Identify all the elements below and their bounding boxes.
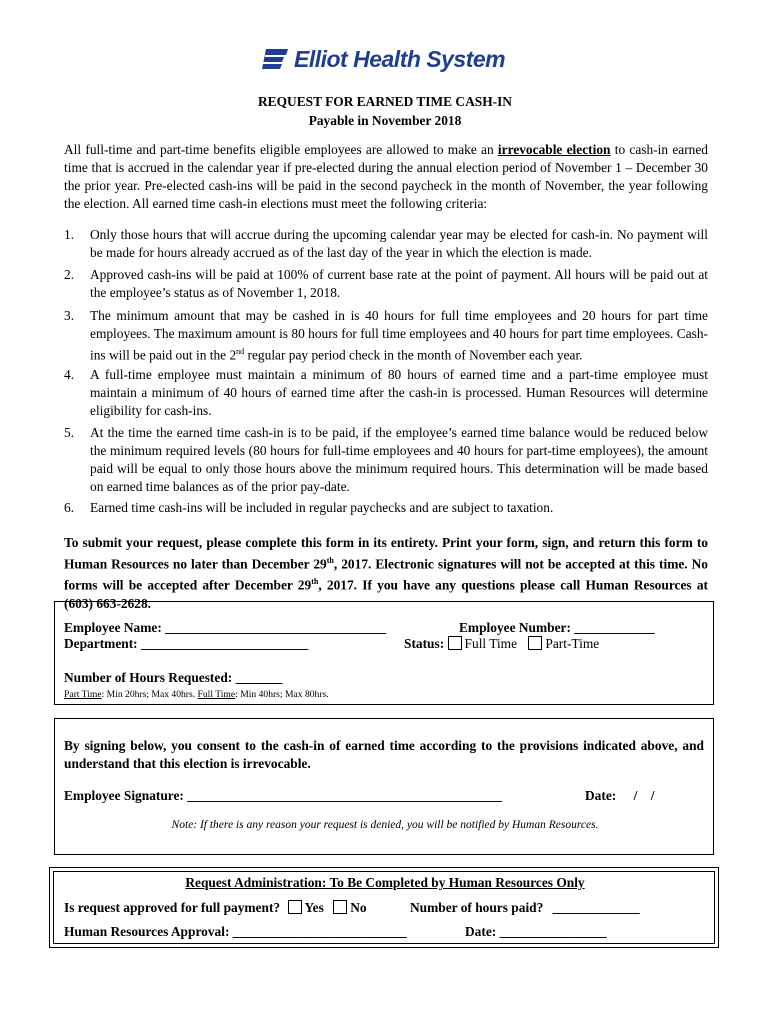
criteria-item: [64, 226, 708, 262]
full-time-checkbox[interactable]: [448, 636, 462, 650]
approval-question: [64, 900, 367, 916]
criteria-item: [64, 499, 708, 517]
intro-text-end: to cash-in earned time that is accrued in the calendar year if pre-elected during the annual election period of November 1 – December 30 the prior year. Pre-elected cash-ins will be paid in the second paycheck in the month of November, the year following the election. All earned time cash-in elections must meet the following criteria:: [64, 142, 708, 211]
logo: [262, 44, 505, 74]
criteria-superscript: nd: [236, 347, 245, 356]
intro-paragraph: [64, 141, 708, 213]
hours-limits-note: [64, 689, 329, 700]
part-time-label: Part-Time: [545, 636, 600, 651]
signature-field: [64, 788, 502, 804]
criteria-item: [64, 424, 708, 496]
approved-yes-checkbox[interactable]: [288, 900, 302, 914]
denial-note: Note: If there is any reason your request is denied, you will be notified by Human Resources.: [171, 819, 599, 831]
submit-superscript: th: [311, 577, 319, 587]
part-time-limit: : Min 20hrs; Max 40hrs.: [101, 689, 198, 700]
logo-text: Elliot Health System: [294, 45, 506, 72]
submit-text-part: , 2017. Electronic signatures will not be accepted at this time. No forms will be accepted after December 29: [64, 556, 708, 593]
page-subtitle: Payable in November 2018: [308, 113, 462, 128]
employee-number-label: Employee Number:: [459, 620, 571, 635]
criteria-text: A full-time employee must maintain a minimum of 80 hours of earned time and a part-time employee must maintain a minimum of 40 hours of earned time after the cash-in is processed. Human Resources will determine eligibility for cash-ins.: [90, 367, 708, 418]
employee-name-label: Employee Name:: [64, 620, 162, 635]
full-time-label: Full Time: [464, 636, 518, 651]
employee-name-field: [64, 620, 386, 636]
hr-date-field: [465, 924, 607, 940]
hr-approval-label: Human Resources Approval:: [64, 924, 230, 939]
intro-text-start: All full-time and part-time benefits eligible employees are allowed to make an: [64, 142, 498, 157]
criteria-number: 1.: [64, 227, 75, 242]
hr-approval-input[interactable]: __________________________: [232, 924, 407, 939]
employee-name-input[interactable]: _________________________________: [165, 620, 387, 635]
criteria-text: At the time the earned time cash-in is to be paid, if the employee’s earned time balance would be reduced below the minimum required levels (80 hours for full-time employees and 40 hours for part-time employees), the amount paid will be equal to only those hours above the minimum required hours. This determination will be made based on earned time balances as of the prior pay-date.: [90, 425, 708, 494]
full-time-limit: : Min 40hrs; Max 80hrs.: [235, 689, 329, 700]
hours-requested-label: Number of Hours Requested: [64, 670, 228, 685]
submit-text-part: , 2017. If you have any questions please call Human Resources at (603) 663-2628.: [64, 577, 708, 611]
department-label: Department:: [64, 636, 138, 651]
yes-label: Yes: [304, 900, 324, 915]
full-time-limit-label: Full Time: [197, 689, 236, 700]
criteria-item: [64, 266, 708, 302]
criteria-number: 6.: [64, 500, 75, 515]
employee-number-input[interactable]: ____________: [574, 620, 655, 635]
approved-no-checkbox[interactable]: [333, 900, 347, 914]
submit-text-part: To submit your request, please complete this form in its entirety. Print your form, sign, and return this form to Human Resources no later than December 29: [64, 535, 708, 572]
hr-date-label: Date:: [465, 924, 497, 939]
consent-text: By signing below, you consent to the cash-in of earned time according to the provisions indicated above, and understand that this election is irrevocable.: [64, 738, 704, 771]
part-time-limit-label: Part Time: [64, 689, 102, 700]
no-label: No: [350, 900, 367, 915]
criteria-number: 4.: [64, 367, 75, 382]
criteria-item: [64, 307, 708, 364]
signature-date-label: Date:: [585, 788, 617, 803]
signature-label: Employee Signature:: [64, 788, 184, 803]
page-title: REQUEST FOR EARNED TIME CASH-IN: [258, 94, 512, 109]
criteria-text: [90, 307, 708, 364]
intro-emphasis: irrevocable election: [497, 142, 611, 157]
signature-date-input[interactable]: / /: [633, 788, 655, 803]
hr-date-input[interactable]: ________________: [499, 924, 607, 939]
status-field: [404, 636, 599, 652]
status-label: Status:: [404, 636, 445, 651]
signature-date-field: [585, 788, 654, 804]
criteria-text-part: regular pay period check in the month of November each year.: [244, 347, 583, 363]
criteria-text: Only those hours that will accrue during the upcoming calendar year may be elected for cash-in. No payment will be made for hours already accrued as of the last day of the year in which the election is made.: [90, 227, 708, 260]
hr-approval-field: [64, 924, 407, 940]
elliot-logo-icon: [262, 47, 288, 71]
hours-paid-field: [410, 900, 640, 916]
signature-input[interactable]: _______________________________________________: [187, 788, 502, 803]
criteria-number: 5.: [64, 425, 75, 440]
part-time-checkbox[interactable]: [528, 636, 542, 650]
hours-paid-input[interactable]: _____________: [552, 900, 640, 915]
criteria-number: 3.: [64, 308, 75, 323]
criteria-text-part: The minimum amount that may be cashed in is 40 hours for full time employees and 20 hours for part time employees. The maximum amount is 80 hours for full time employees and 40 hours for part time employees. Cash-ins will be paid out in the 2: [90, 308, 708, 363]
criteria-number: 2.: [64, 267, 75, 282]
department-input[interactable]: _________________________: [140, 636, 309, 651]
criteria-text: Earned time cash-ins will be included in regular paychecks and are subject to taxation.: [90, 500, 554, 515]
criteria-text: Approved cash-ins will be paid at 100% of current base rate at the point of payment. All hours will be paid out at the employee’s status as of November 1, 2018.: [90, 267, 708, 300]
admin-heading: Request Administration: To Be Completed by Human Resources Only: [185, 875, 585, 890]
employee-number-field: [459, 620, 655, 636]
approval-label: Is request approved for full payment?: [64, 900, 281, 915]
criteria-item: [64, 366, 708, 420]
hours-requested-input[interactable]: : _______: [227, 670, 283, 685]
hours-paid-label: Number of hours paid?: [410, 900, 544, 915]
department-field: [64, 636, 308, 652]
submit-superscript: th: [326, 556, 334, 565]
hours-requested-field: [64, 670, 282, 686]
